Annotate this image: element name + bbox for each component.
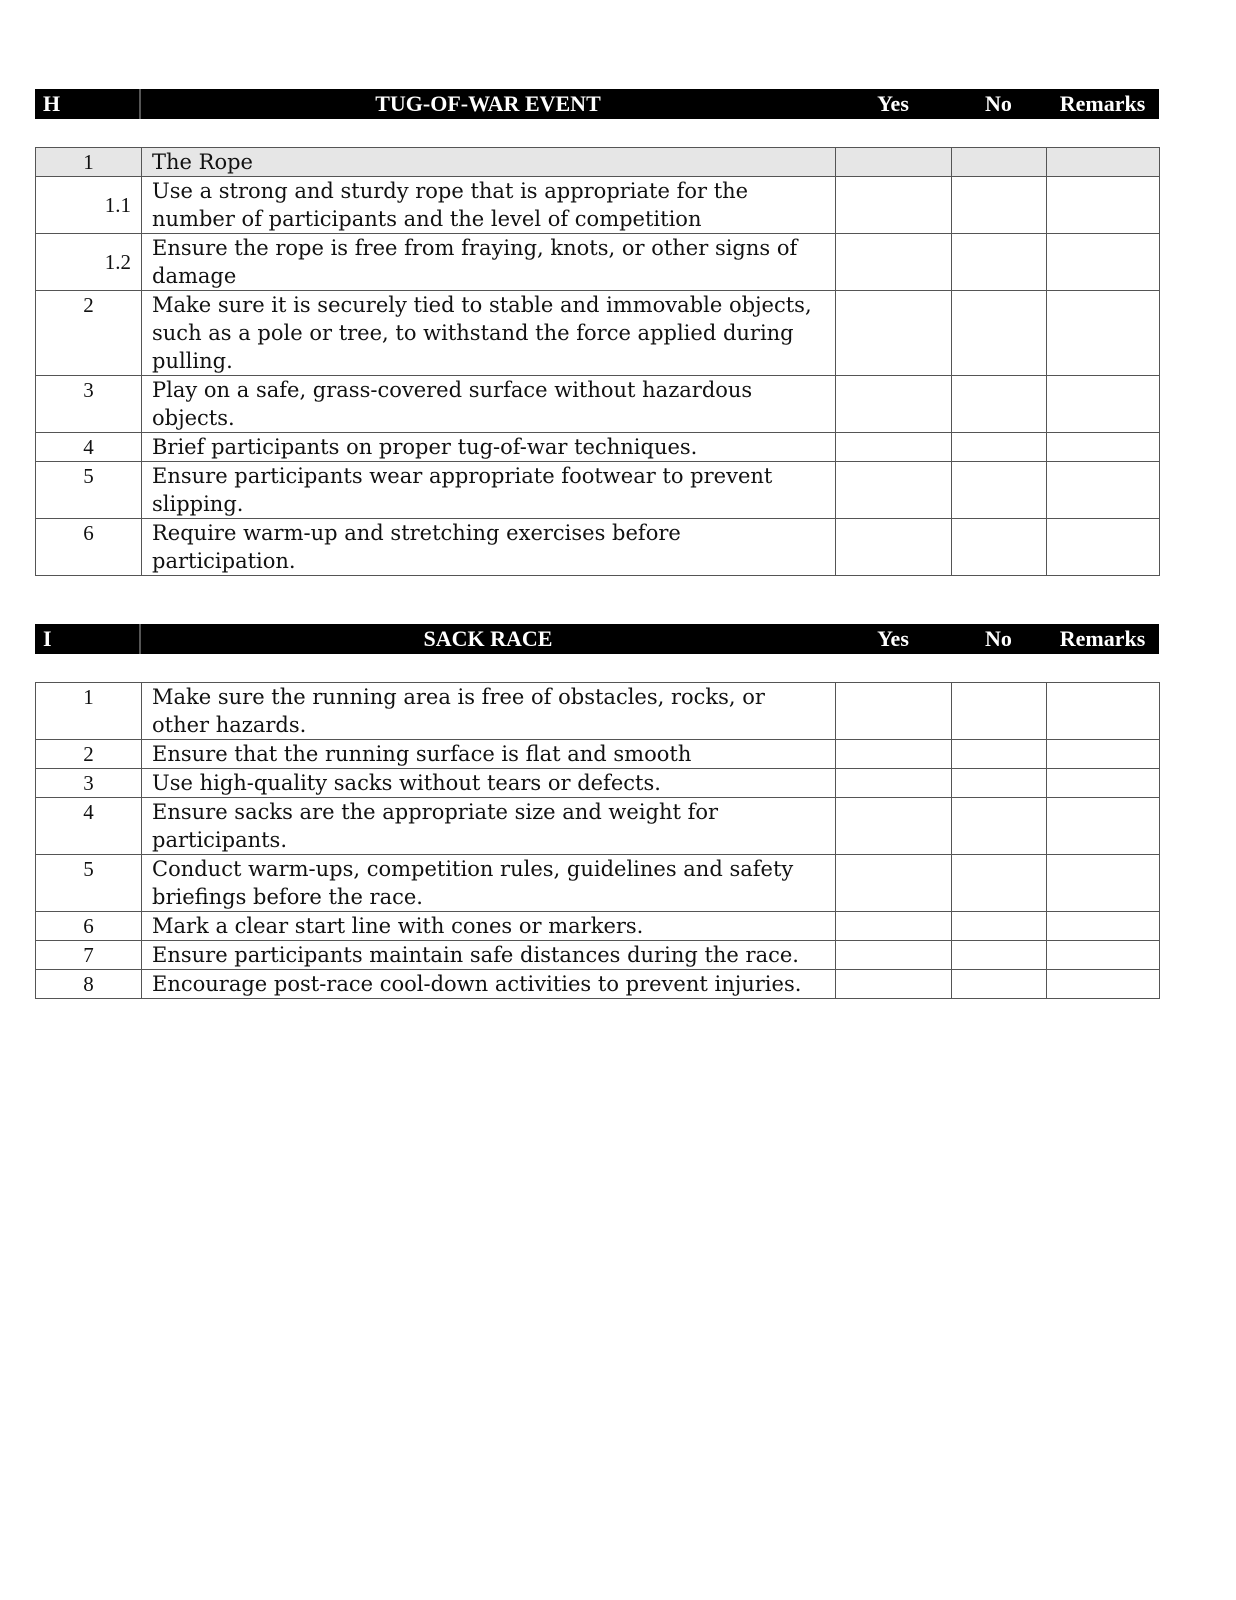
yes-cell[interactable] bbox=[836, 855, 952, 912]
item-text: The Rope bbox=[142, 148, 836, 177]
remarks-cell[interactable] bbox=[1047, 291, 1160, 376]
table-row bbox=[36, 941, 1160, 970]
table-row bbox=[36, 462, 1160, 519]
item-text: Make sure the running area is free of obstacles, rocks, or other hazards. bbox=[142, 683, 836, 740]
table-row bbox=[36, 177, 1160, 234]
yes-cell[interactable] bbox=[836, 912, 952, 941]
item-number: 5 bbox=[36, 462, 142, 519]
no-cell[interactable] bbox=[952, 462, 1047, 519]
no-cell[interactable] bbox=[952, 769, 1047, 798]
item-text: Encourage post-race cool-down activities to prevent injuries. bbox=[142, 970, 836, 999]
remarks-cell[interactable] bbox=[1047, 462, 1160, 519]
no-cell[interactable] bbox=[952, 376, 1047, 433]
item-text: Ensure participants maintain safe distances during the race. bbox=[142, 941, 836, 970]
item-number: 6 bbox=[36, 912, 142, 941]
no-column-header: No bbox=[985, 91, 1012, 116]
section-h-header bbox=[35, 89, 1159, 119]
remarks-cell[interactable] bbox=[1047, 148, 1160, 177]
no-cell[interactable] bbox=[952, 519, 1047, 576]
yes-cell[interactable] bbox=[836, 683, 952, 740]
item-text: Conduct warm-ups, competition rules, guidelines and safety briefings before the race. bbox=[142, 855, 836, 912]
remarks-cell[interactable] bbox=[1047, 433, 1160, 462]
remarks-cell[interactable] bbox=[1047, 769, 1160, 798]
no-cell[interactable] bbox=[952, 177, 1047, 234]
section-i-header bbox=[35, 624, 1159, 654]
yes-cell[interactable] bbox=[836, 462, 952, 519]
yes-cell[interactable] bbox=[836, 291, 952, 376]
yes-column-header: Yes bbox=[877, 91, 909, 116]
section-letter: I bbox=[35, 624, 141, 654]
table-row bbox=[36, 683, 1160, 740]
table-row bbox=[36, 855, 1160, 912]
item-number: 1.1 bbox=[36, 177, 142, 234]
remarks-cell[interactable] bbox=[1047, 376, 1160, 433]
remarks-cell[interactable] bbox=[1047, 740, 1160, 769]
remarks-column-header: Remarks bbox=[1059, 91, 1146, 116]
yes-cell[interactable] bbox=[836, 769, 952, 798]
yes-cell[interactable] bbox=[836, 177, 952, 234]
section-title: TUG-OF-WAR EVENT bbox=[375, 91, 601, 116]
item-text: Ensure participants wear appropriate footwear to prevent slipping. bbox=[142, 462, 836, 519]
yes-cell[interactable] bbox=[836, 519, 952, 576]
no-cell[interactable] bbox=[952, 433, 1047, 462]
table-row bbox=[36, 798, 1160, 855]
item-text: Brief participants on proper tug-of-war techniques. bbox=[142, 433, 836, 462]
tug-of-war-checklist bbox=[35, 147, 1160, 576]
item-text: Mark a clear start line with cones or markers. bbox=[142, 912, 836, 941]
no-column-header: No bbox=[985, 626, 1012, 651]
item-number: 7 bbox=[36, 941, 142, 970]
item-number: 3 bbox=[36, 376, 142, 433]
item-number: 5 bbox=[36, 855, 142, 912]
table-row bbox=[36, 433, 1160, 462]
item-number: 2 bbox=[36, 291, 142, 376]
item-number: 1 bbox=[36, 148, 142, 177]
yes-cell[interactable] bbox=[836, 148, 952, 177]
item-text: Use high-quality sacks without tears or defects. bbox=[142, 769, 836, 798]
item-number: 1.2 bbox=[36, 234, 142, 291]
section-letter: H bbox=[35, 89, 141, 119]
item-number: 1 bbox=[36, 683, 142, 740]
no-cell[interactable] bbox=[952, 291, 1047, 376]
table-row bbox=[36, 234, 1160, 291]
yes-column-header: Yes bbox=[877, 626, 909, 651]
item-number: 3 bbox=[36, 769, 142, 798]
item-text: Ensure that the running surface is flat and smooth bbox=[142, 740, 836, 769]
table-row bbox=[36, 769, 1160, 798]
table-row bbox=[36, 148, 1160, 177]
yes-cell[interactable] bbox=[836, 970, 952, 999]
item-number: 4 bbox=[36, 798, 142, 855]
remarks-cell[interactable] bbox=[1047, 912, 1160, 941]
no-cell[interactable] bbox=[952, 941, 1047, 970]
no-cell[interactable] bbox=[952, 683, 1047, 740]
item-text: Ensure sacks are the appropriate size and weight for participants. bbox=[142, 798, 836, 855]
no-cell[interactable] bbox=[952, 970, 1047, 999]
item-number: 8 bbox=[36, 970, 142, 999]
yes-cell[interactable] bbox=[836, 740, 952, 769]
item-text: Make sure it is securely tied to stable and immovable objects, such as a pole or tree, to withstand the force applied during pulling. bbox=[142, 291, 836, 376]
table-row bbox=[36, 376, 1160, 433]
no-cell[interactable] bbox=[952, 740, 1047, 769]
remarks-cell[interactable] bbox=[1047, 519, 1160, 576]
item-text: Use a strong and sturdy rope that is appropriate for the number of participants and the level of competition bbox=[142, 177, 836, 234]
yes-cell[interactable] bbox=[836, 433, 952, 462]
item-number: 6 bbox=[36, 519, 142, 576]
remarks-cell[interactable] bbox=[1047, 234, 1160, 291]
no-cell[interactable] bbox=[952, 148, 1047, 177]
no-cell[interactable] bbox=[952, 855, 1047, 912]
yes-cell[interactable] bbox=[836, 798, 952, 855]
yes-cell[interactable] bbox=[836, 234, 952, 291]
no-cell[interactable] bbox=[952, 912, 1047, 941]
remarks-cell[interactable] bbox=[1047, 970, 1160, 999]
table-row bbox=[36, 291, 1160, 376]
no-cell[interactable] bbox=[952, 798, 1047, 855]
remarks-cell[interactable] bbox=[1047, 941, 1160, 970]
section-title: SACK RACE bbox=[423, 626, 553, 651]
table-row bbox=[36, 519, 1160, 576]
table-row bbox=[36, 970, 1160, 999]
item-number: 4 bbox=[36, 433, 142, 462]
item-number: 2 bbox=[36, 740, 142, 769]
item-text: Ensure the rope is free from fraying, knots, or other signs of damage bbox=[142, 234, 836, 291]
remarks-cell[interactable] bbox=[1047, 855, 1160, 912]
no-cell[interactable] bbox=[952, 234, 1047, 291]
table-row bbox=[36, 912, 1160, 941]
yes-cell[interactable] bbox=[836, 941, 952, 970]
remarks-cell[interactable] bbox=[1047, 177, 1160, 234]
sack-race-checklist bbox=[35, 682, 1160, 999]
yes-cell[interactable] bbox=[836, 376, 952, 433]
remarks-cell[interactable] bbox=[1047, 798, 1160, 855]
item-text: Require warm-up and stretching exercises before participation. bbox=[142, 519, 836, 576]
remarks-cell[interactable] bbox=[1047, 683, 1160, 740]
item-text: Play on a safe, grass-covered surface without hazardous objects. bbox=[142, 376, 836, 433]
table-row bbox=[36, 740, 1160, 769]
remarks-column-header: Remarks bbox=[1059, 626, 1146, 651]
